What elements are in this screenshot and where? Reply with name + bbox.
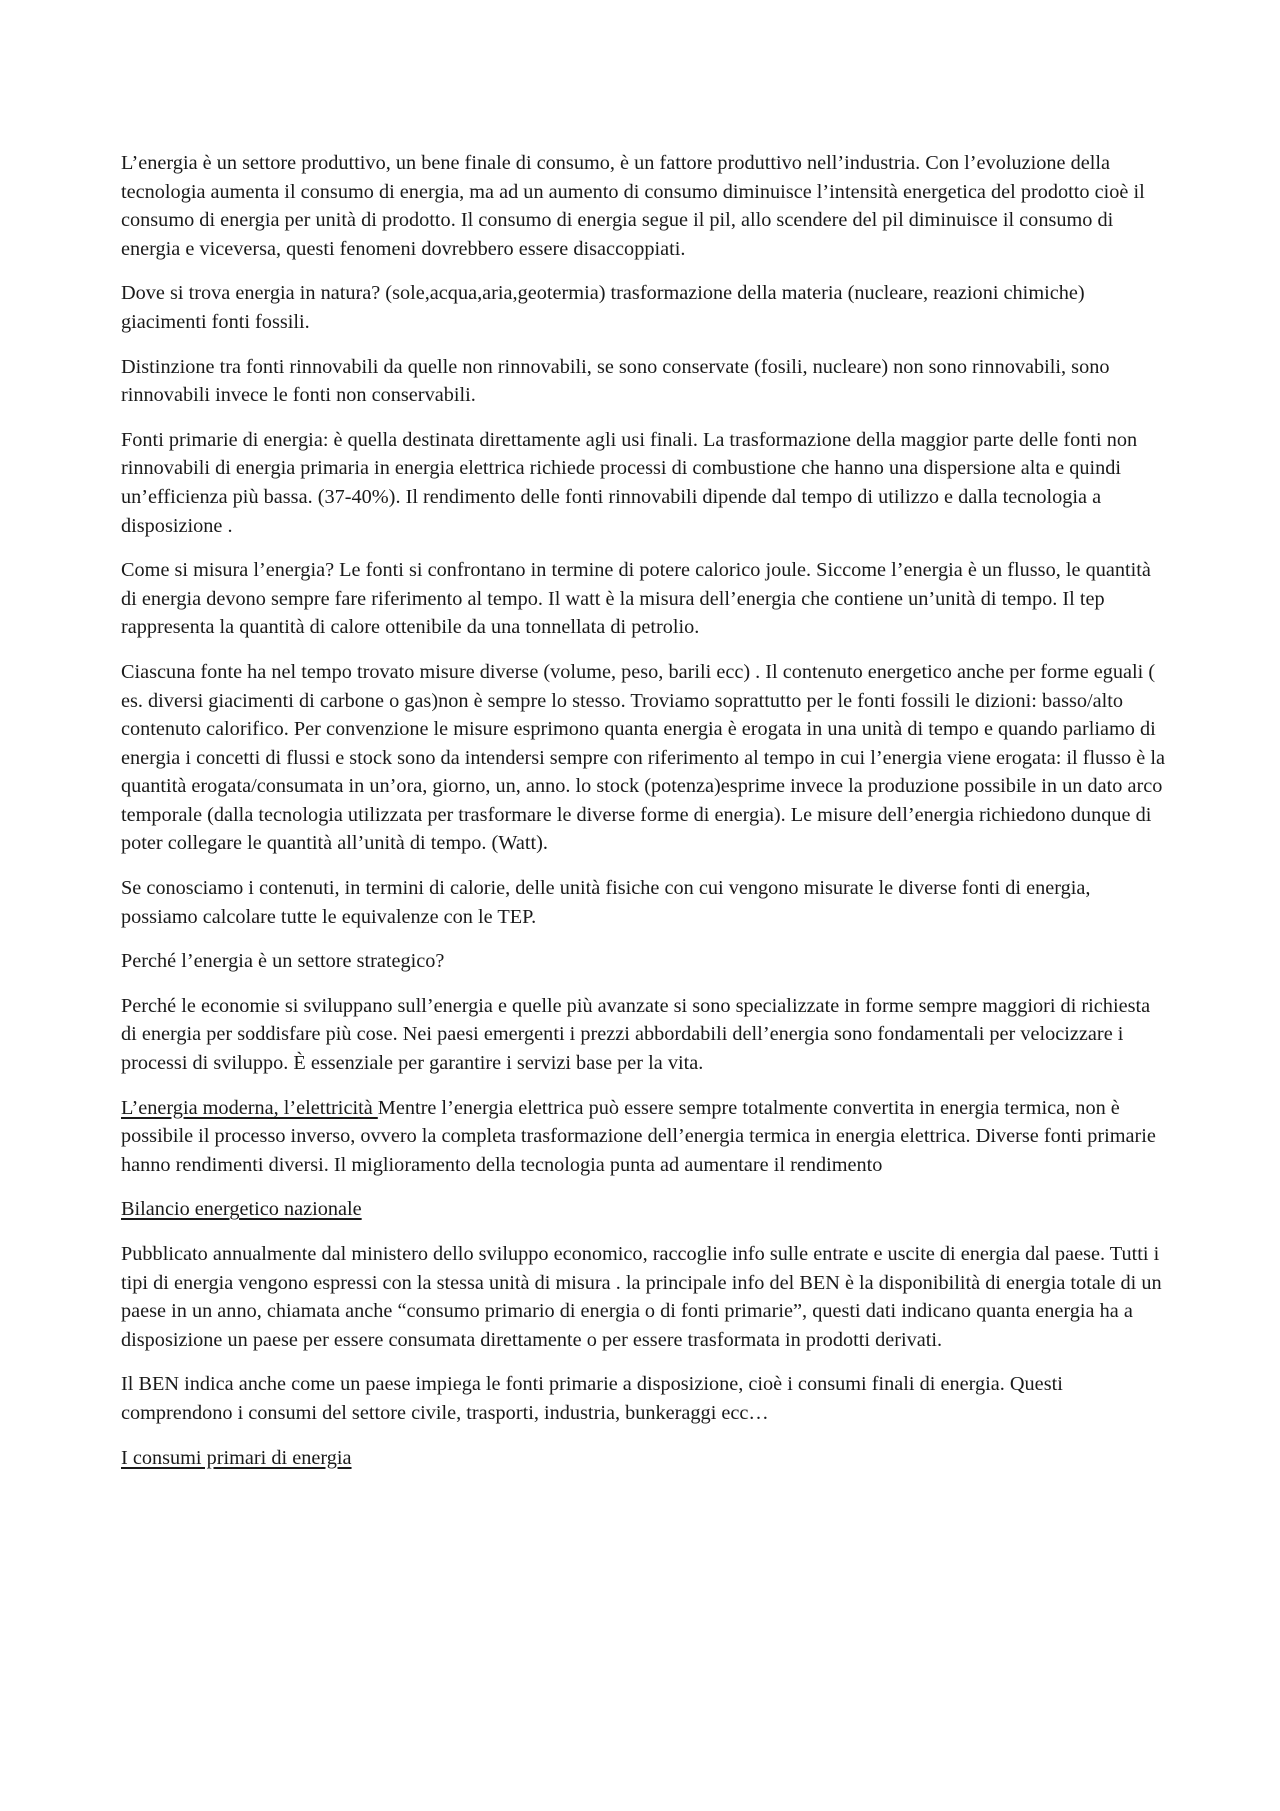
paragraph-strategic-answer: Perché le economie si sviluppano sull’energia e quelle più avanzate si sono specializzate in forme sempre maggiori di richiesta di energia per soddisfare più cose. Nei paesi emergenti i prezzi abbordabili dell’energia sono fondamentali per velocizzare i processi di sviluppo. È essenziale per garantire i servizi base per la vita. bbox=[121, 994, 1151, 1075]
paragraph-measures-flows-stock: Ciascuna fonte ha nel tempo trovato misure diverse (volume, peso, barili ecc) . Il contenuto energetico anche per forme eguali ( es. diversi giacimenti di carbone o gas)non è sempre lo stesso. Troviamo soprattutto per le fonti fossili le dizioni: basso/alto contenuto calorifico. Per convenzione le misure esprimono quanta energia è erogata in una unità di tempo e quando parliamo di energia i concetti di flussi e stock sono da intendersi sempre con riferimento al tempo in cui l’energia viene erogata: il flusso è la quantità erogata/consumata in un’ora, giorno, un, anno. lo stock (potenza)esprime invece la produzione possibile in un dato arco temporale (dalla tecnologia utilizzata per trasformare le diverse forme di energia). Le misure dell’energia richiedono dunque di poter collegare le quantità all’unità di tempo. (Watt). bbox=[121, 660, 1165, 855]
paragraph-intro: L’energia è un settore produttivo, un bene finale di consumo, è un fattore produttivo nell’industria. Con l’evoluzione della tecnologia aumenta il consumo di energia, ma ad un aumento di consumo diminuisce l’intensità energetica del prodotto cioè il consumo di energia per unità di prodotto. Il consumo di energia segue il pil, allo scendere del pil diminuisce il consumo di energia e viceversa, questi fenomeni dovrebbero essere disaccoppiati. bbox=[121, 152, 1145, 260]
heading-consumi-primari-text: I consumi primari di energia bbox=[121, 1446, 352, 1469]
paragraph-primary-sources: Fonti primarie di energia: è quella destinata direttamente agli usi finali. La trasformazione della maggior parte delle fonti non rinnovabili di energia primaria in energia elettrica richiede processi di combustione che hanno una dispersione alta e quindi un’efficienza più bassa. (37-40%). Il rendimento delle fonti rinnovabili dipende dal tempo di utilizzo e dalla tecnologia a disposizione . bbox=[121, 428, 1138, 537]
paragraph-sources-nature: Dove si trova energia in natura? (sole,acqua,aria,geotermia) trasformazione della materia (nucleare, reazioni chimiche) giacimenti fonti fossili. bbox=[121, 282, 1085, 333]
paragraph-energy-measure: Come si misura l’energia? Le fonti si confrontano in termine di potere calorico joule. Siccome l’energia è un flusso, le quantità di energia devono sempre fare riferimento al tempo. Il watt è la misura dell’energia che contiene un’unità di tempo. Il tep rappresenta la quantità di calore ottenibile da una tonnellata di petrolio. bbox=[121, 559, 1151, 639]
document-page bbox=[121, 149, 1166, 1488]
paragraph-modern-energy bbox=[121, 1094, 1166, 1180]
paragraph-calorie-equivalence: Se conosciamo i contenuti, in termini di calorie, delle unità fisiche con cui vengono misurate le diverse fonti di energia, possiamo calcolare tutte le equivalenze con le TEP. bbox=[121, 877, 1091, 928]
paragraph-strategic-question: Perché l’energia è un settore strategico? bbox=[121, 950, 445, 973]
heading-consumi-primari bbox=[121, 1444, 1166, 1473]
paragraph-ben-description: Pubblicato annualmente dal ministero dello sviluppo economico, raccoglie info sulle entrate e uscite di energia dal paese. Tutti i tipi di energia vengono espressi con la stessa unità di misura . la principale info del BEN è la disponibilità di energia totale di un paese in un anno, chiamata anche “consumo primario di energia o di fonti primarie”, questi dati indicano quanta energia ha a disposizione un paese per essere consumata direttamente o per essere trasformata in prodotti derivati. bbox=[121, 1243, 1162, 1351]
heading-modern-energy: L’energia moderna, l’elettricità bbox=[121, 1096, 378, 1119]
paragraph-renewable-distinction: Distinzione tra fonti rinnovabili da quelle non rinnovabili, se sono conservate (fosili, nucleare) non sono rinnovabili, sono rinnovabili invece le fonti non conservabili. bbox=[121, 355, 1110, 407]
heading-bilancio bbox=[121, 1195, 1166, 1224]
paragraph-ben-final-consumption: Il BEN indica anche come un paese impiega le fonti primarie a disposizione, cioè i consumi finali di energia. Questi comprendono i consumi del settore civile, trasporti, industria, bunkeraggi ecc… bbox=[121, 1373, 1063, 1424]
heading-bilancio-text: Bilancio energetico nazionale bbox=[121, 1198, 362, 1221]
modern-energy-text: Mentre l’energia elettrica può essere sempre totalmente convertita in energia termica, non è possibile il processo inverso, ovvero la completa trasformazione dell’energia termica in energia elettrica. Diverse fonti primarie hanno rendimenti diversi. Il miglioramento della tecnologia punta ad aumentare il rendimento bbox=[121, 1096, 1156, 1176]
